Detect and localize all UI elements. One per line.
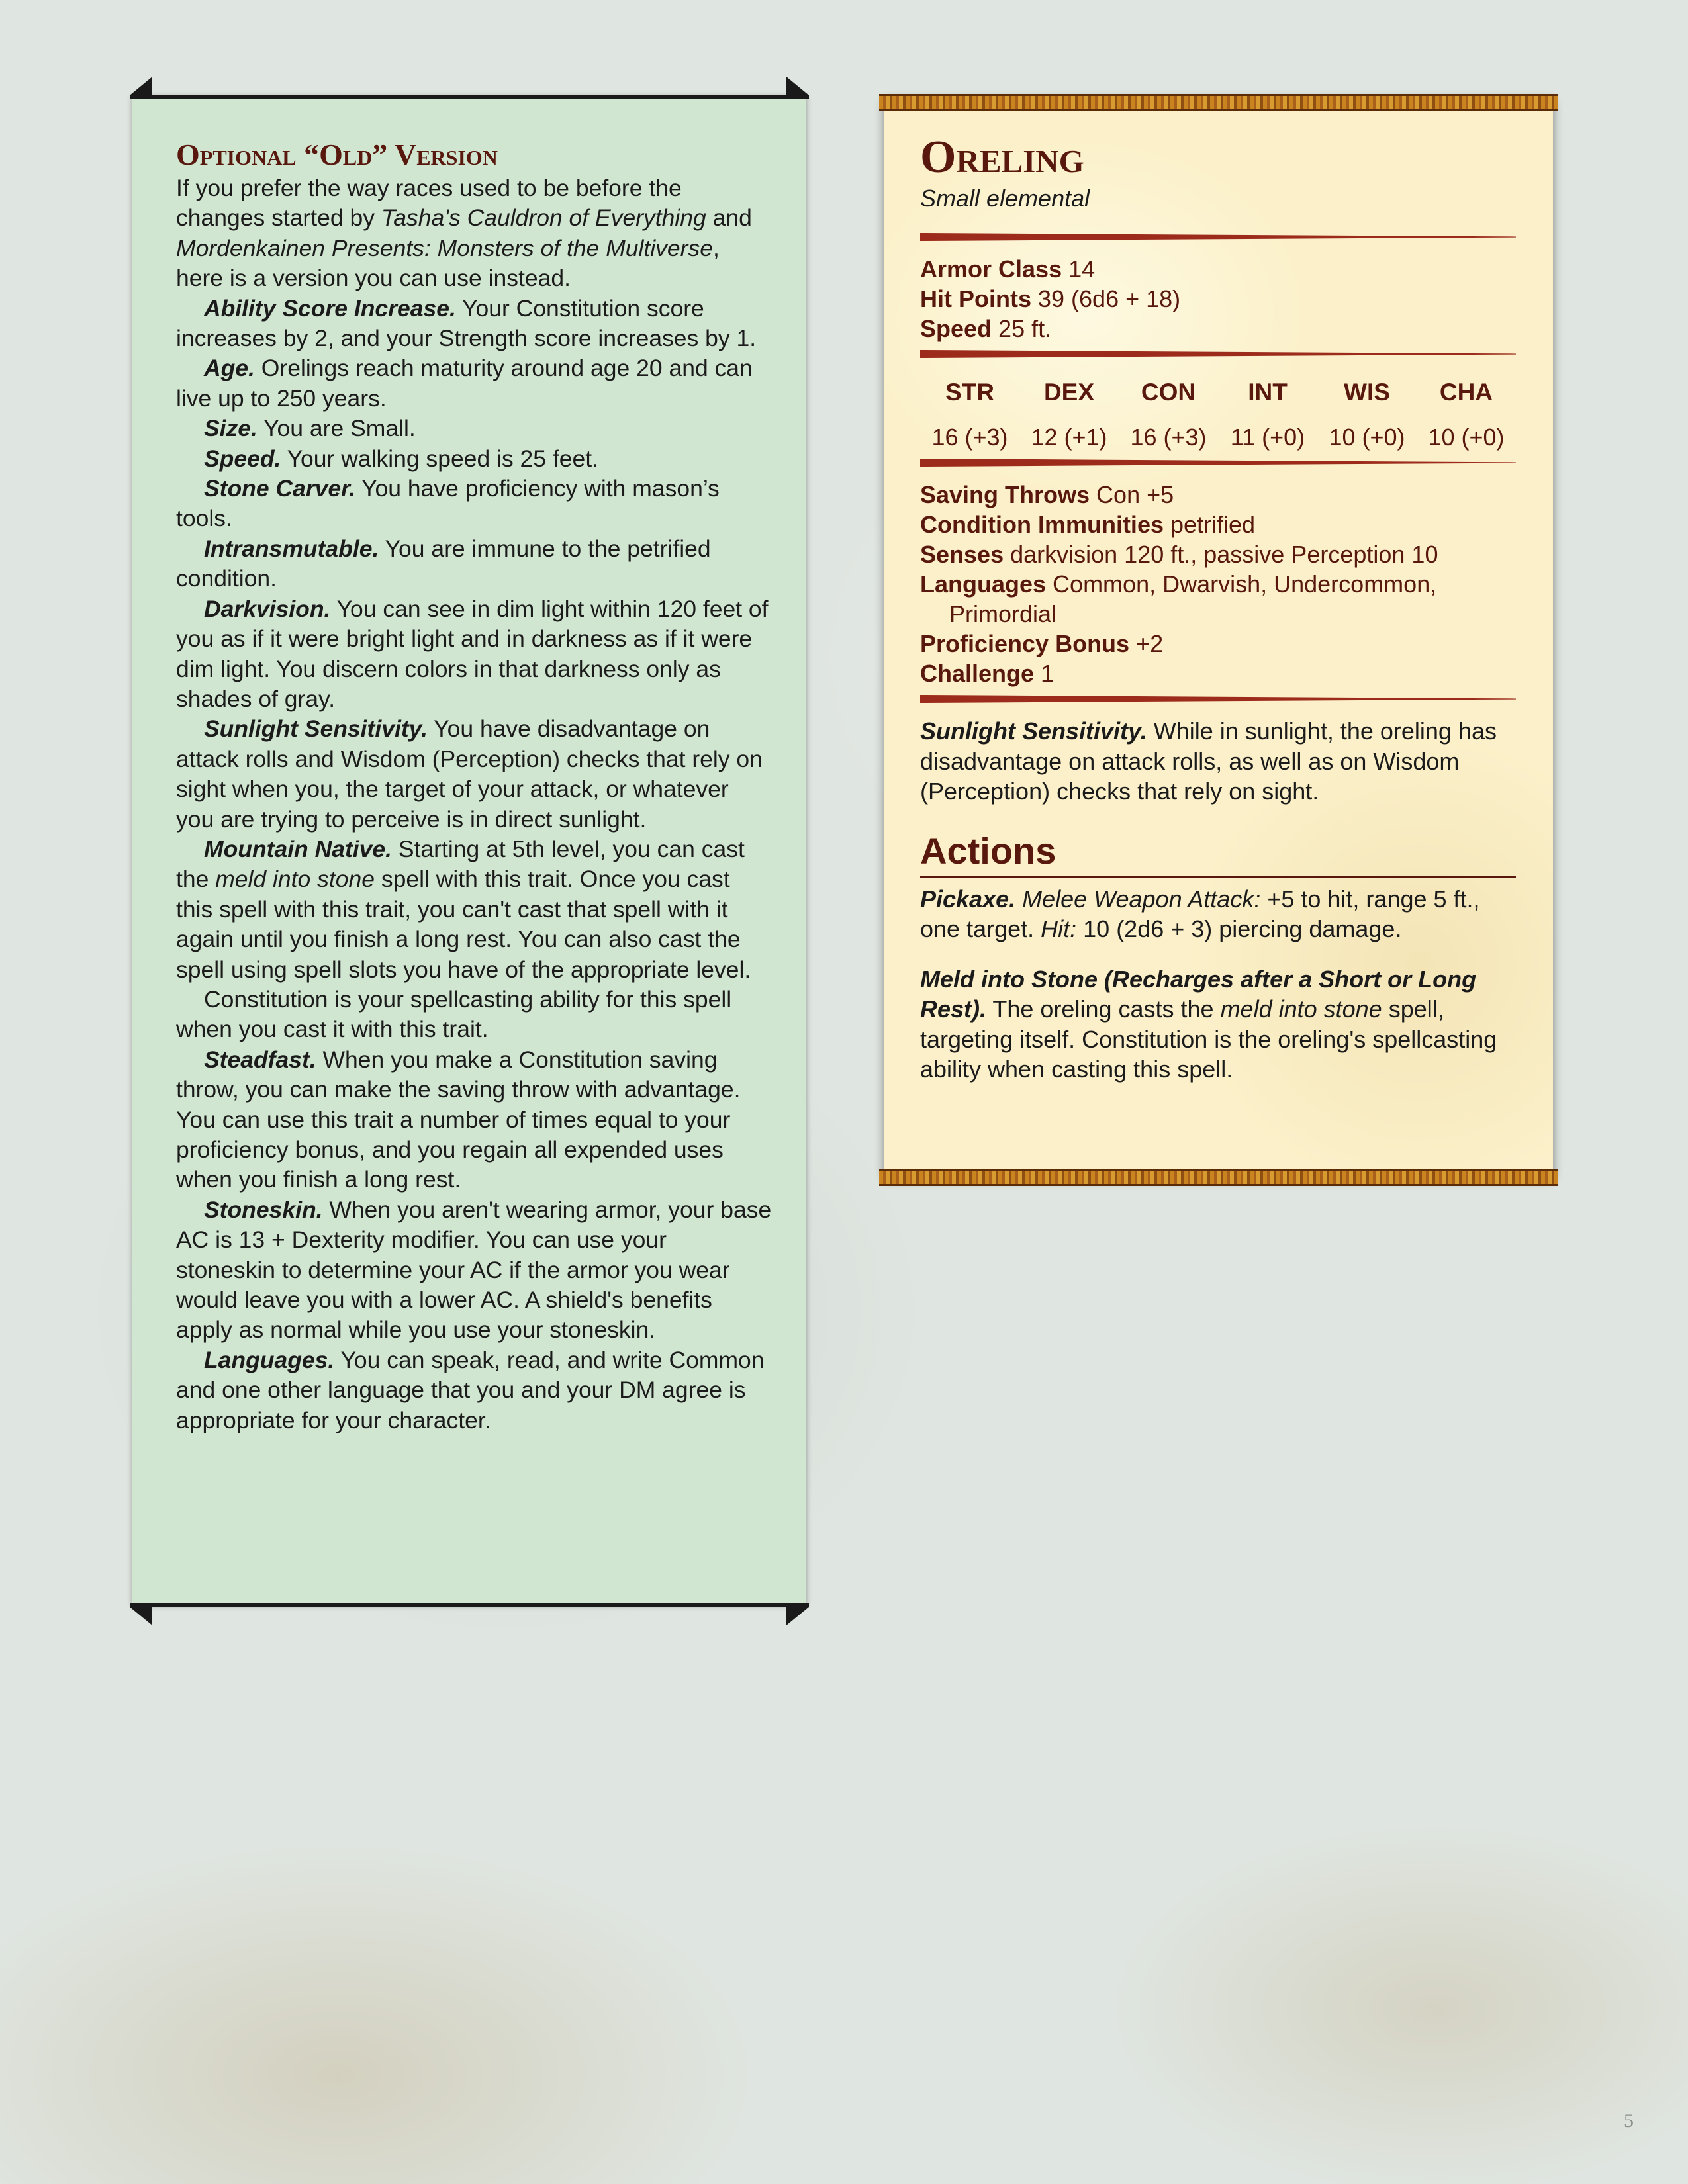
oreling-stat-block [884, 101, 1553, 1179]
trait-mountain-native: Mountain Native. Starting at 5th level, you can cast the meld into stone spell with this trait. Once you cast this spell with this trait, you can't cast that spell with it again until you finish a long rest. You can also cast the spell using spell slots you have of the appropriate level. [176, 835, 751, 983]
actions-heading: Actions [920, 829, 1516, 878]
sidebar-content [176, 138, 772, 1435]
action-pickaxe: Pickaxe. Melee Weapon Attack: +5 to hit, range 5 ft., one target. Hit: 10 (2d6 + 3) piercing damage. [920, 885, 1480, 942]
trait-speed: Speed. Your walking speed is 25 feet. [204, 445, 598, 472]
trait-sunlight-sensitivity-statblock: Sunlight Sensitivity. While in sunlight, the oreling has disadvantage on attack rolls, as well as on Wisdom (Perception) checks that rely on sight. [920, 717, 1497, 805]
constitution-note: Constitution is your spellcasting ability for this spell when you cast it with this trait. [176, 985, 732, 1043]
sidebar-intro: If you prefer the way races used to be before the changes started by Tasha's Cauldron of Everything and Mordenkainen Presents: Monsters of the Multiverse, here is a version you can use instead. [176, 175, 752, 292]
trait-stoneskin: Stoneskin. When you aren't wearing armor, your base AC is 13 + Dexterity modifier. You can use your stoneskin to determine your AC if the armor you wear would leave you with a lower AC. A shield's benefits apply as normal while you use your stoneskin. [176, 1196, 772, 1343]
trait-size: Size. You are Small. [204, 415, 416, 442]
page-number: 5 [1624, 2110, 1634, 2132]
sidebar-top-bar [130, 95, 809, 99]
tapered-divider [920, 233, 1516, 241]
proficiency-bonus: Proficiency Bonus +2 [920, 630, 1164, 657]
sidebar-corner-ornament [786, 1607, 809, 1625]
stat-block-content [920, 131, 1516, 1085]
creature-name: Oreling [920, 132, 1084, 183]
trait-sunlight-sensitivity: Sunlight Sensitivity. You have disadvantage on attack rolls and Wisdom (Perception) checks that rely on sight when you, the target of your attack, or whatever you are trying to perceive is in direct sunlight. [176, 715, 763, 833]
trait-ability-score-increase: Ability Score Increase. Your Constitution score increases by 2, and your Strength score increases by 1. [176, 295, 757, 352]
senses: Senses darkvision 120 ft., passive Perception 10 [920, 541, 1438, 568]
trait-languages: Languages. You can speak, read, and write Common and one other language that you and your DM agree is appropriate for your character. [176, 1346, 765, 1433]
trait-steadfast: Steadfast. When you make a Constitution saving throw, you can make the saving throw with advantage. You can use this trait a number of times equal to your proficiency bonus, and you regain all expended uses when you finish a long rest. [176, 1046, 741, 1193]
sidebar-corner-ornament [786, 77, 809, 95]
tapered-divider [920, 695, 1516, 703]
ability-wis: WIS 10 (+0) [1329, 379, 1405, 451]
sidebar-corner-ornament [130, 77, 152, 95]
stat-block-top-border [879, 94, 1558, 111]
optional-old-version-sidebar [132, 97, 806, 1606]
sidebar-body [176, 173, 772, 1435]
saving-throws: Saving Throws Con +5 [920, 481, 1174, 508]
speed: Speed 25 ft. [920, 315, 1052, 342]
sidebar-title: Optional “Old” Version [176, 138, 498, 171]
hit-points: Hit Points 39 (6d6 + 18) [920, 285, 1181, 312]
ability-str: STR 16 (+3) [931, 379, 1008, 451]
trait-age: Age. Orelings reach maturity around age 20 and can live up to 250 years. [176, 355, 753, 412]
armor-class: Armor Class 14 [920, 255, 1096, 283]
creature-type: Small elemental [920, 185, 1090, 212]
trait-stone-carver: Stone Carver. You have proficiency with mason’s tools. [176, 475, 720, 532]
action-meld-into-stone: Meld into Stone (Recharges after a Short or Long Rest). The oreling casts the meld into stone spell, targeting itself. Constitution is the oreling's spellcasting ability when casting this spell. [920, 965, 1497, 1083]
stat-block-bottom-border [879, 1169, 1558, 1186]
tapered-divider [920, 350, 1516, 358]
trait-darkvision: Darkvision. You can see in dim light within 120 feet of you as if it were bright light and in darkness as if it were dim light. You discern colors in that darkness only as shades of gray. [176, 595, 769, 712]
languages: Languages Common, Dwarvish, Undercommon, Primordial [920, 570, 1437, 627]
sidebar-bottom-bar [130, 1603, 809, 1607]
sidebar-corner-ornament [130, 1607, 152, 1625]
ability-con: CON 16 (+3) [1130, 379, 1207, 451]
ability-cha: CHA 10 (+0) [1428, 379, 1505, 451]
condition-immunities: Condition Immunities petrified [920, 511, 1256, 538]
trait-intransmutable: Intransmutable. You are immune to the petrified condition. [176, 535, 711, 592]
ability-int: INT 11 (+0) [1230, 379, 1305, 451]
ability-dex: DEX 12 (+1) [1031, 379, 1107, 451]
tapered-divider [920, 459, 1516, 467]
ability-scores [920, 378, 1516, 452]
challenge: Challenge 1 [920, 660, 1055, 687]
